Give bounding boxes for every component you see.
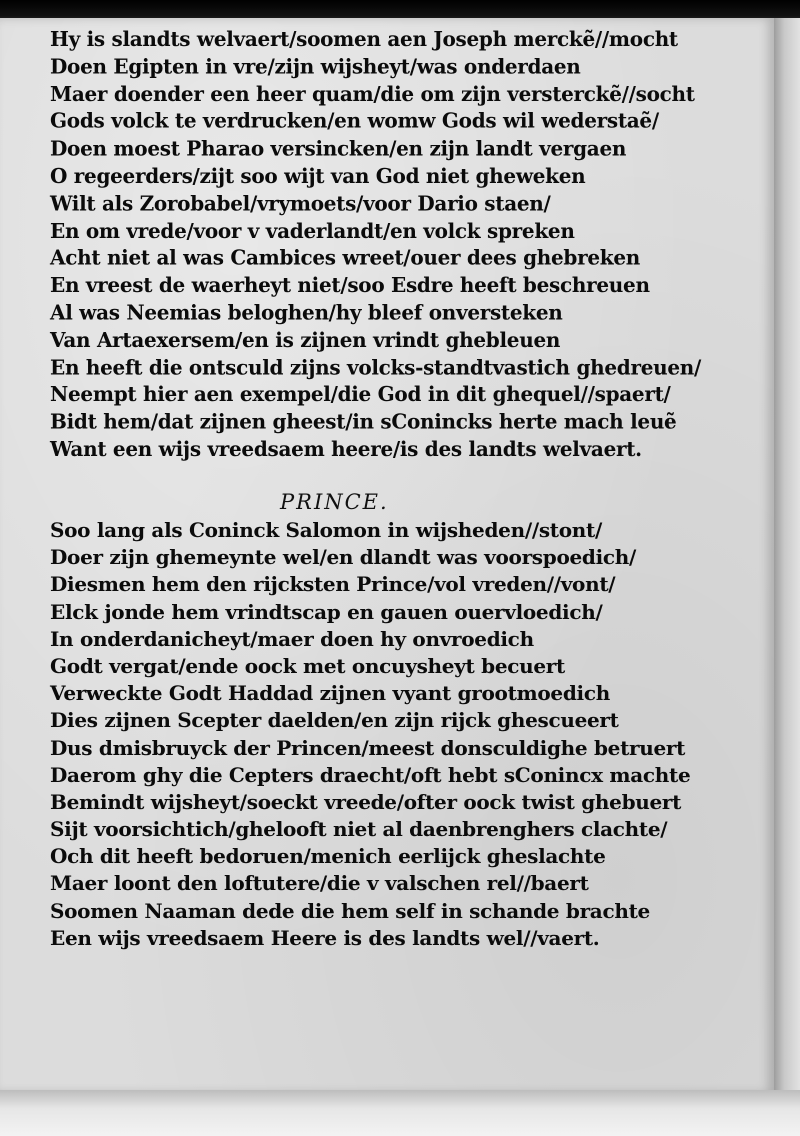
scan-bottom-edge bbox=[0, 1090, 800, 1136]
verse-line: Dus dmisbruyck der Princen/meest donsculdighe betruert bbox=[50, 735, 686, 760]
verse-line: Verweckte Godt Haddad zijnen vyant grootmoedich bbox=[50, 681, 610, 706]
verse-line: Maer doender een heer quam/die om zijn versterckẽ//socht bbox=[50, 81, 695, 106]
verse-line: Acht niet al was Cambices wreet/ouer dees ghebreken bbox=[50, 245, 640, 270]
verse-line: In onderdanicheyt/maer doen hy onvroedich bbox=[50, 626, 534, 651]
adjacent-page-edge bbox=[774, 18, 800, 1098]
verse-line: Doen moest Pharao versincken/en zijn landt vergaen bbox=[50, 136, 627, 161]
verse-line: Want een wijs vreedsaem heere/is des landts welvaert. bbox=[50, 436, 642, 462]
verse-line: Bemindt wijsheyt/soeckt vreede/ofter oock twist ghebuert bbox=[50, 789, 682, 814]
verse-line: Bidt hem/dat zijnen gheest/in sConincks herte mach leuẽ bbox=[50, 409, 677, 434]
verse-line: En om vrede/voor v vaderlandt/en volck spreken bbox=[50, 218, 575, 243]
verse-line: Gods volck te verdrucken/en womw Gods wil wederstaẽ/ bbox=[50, 108, 659, 134]
stanza-one bbox=[50, 26, 750, 463]
verse-line: Soomen Naaman dede die hem self in schande brachte bbox=[50, 898, 650, 923]
verse-line: En heeft die ontsculd zijns volcks-standtvastich ghedreuen/ bbox=[50, 354, 702, 380]
verse-line: Sijt voorsichtich/ghelooft niet al daenbrenghers clachte/ bbox=[50, 817, 668, 842]
verse-line: Een wijs vreedsaem Heere is des landts wel//vaert. bbox=[50, 925, 600, 950]
verse-line: O regeerders/zijt soo wijt van God niet gheweken bbox=[50, 163, 586, 188]
verse-line: Godt vergat/ende oock met oncuysheyt becuert bbox=[50, 653, 565, 678]
verse-line: Doen Egipten in vre/zijn wijsheyt/was onderdaen bbox=[50, 54, 581, 79]
verse-line: Al was Neemias beloghen/hy bleef onversteken bbox=[50, 300, 563, 325]
verse-line: Elck jonde hem vrindtscap en gauen ouervloedich/ bbox=[50, 599, 603, 624]
verse-line: Diesmen hem den rijcksten Prince/vol vreden//vont/ bbox=[50, 572, 616, 597]
verse-line: Hy is slandts welvaert/soomen aen Joseph merckẽ//mocht bbox=[50, 26, 678, 52]
verse-line: En vreest de waerheyt niet/soo Esdre heeft beschreuen bbox=[50, 272, 650, 298]
verse-line: Soo lang als Coninck Salomon in wijsheden//stont/ bbox=[50, 518, 602, 542]
verse-line: Och dit heeft bedoruen/menich eerlijck gheslachte bbox=[50, 844, 606, 869]
verse-line: Wilt als Zorobabel/vrymoets/voor Dario staen/ bbox=[50, 190, 551, 216]
verse-line: Van Artaexersem/en is zijnen vrindt ghebleuen bbox=[50, 327, 561, 352]
verse-line: Doer zijn ghemeynte wel/en dlandt was voorspoedich/ bbox=[50, 545, 637, 570]
verse-line: Dies zijnen Scepter daelden/en zijn rijck ghescueert bbox=[50, 708, 619, 733]
stanza-two bbox=[50, 517, 750, 952]
section-heading-prince: PRINCE. bbox=[280, 490, 389, 514]
verse-line: Daerom ghy die Cepters draecht/oft hebt sConincx machte bbox=[50, 762, 691, 787]
verse-line: Neempt hier aen exempel/die God in dit ghequel//spaert/ bbox=[50, 382, 671, 407]
verse-line: Maer loont den loftutere/die v valschen rel//baert bbox=[50, 871, 589, 896]
